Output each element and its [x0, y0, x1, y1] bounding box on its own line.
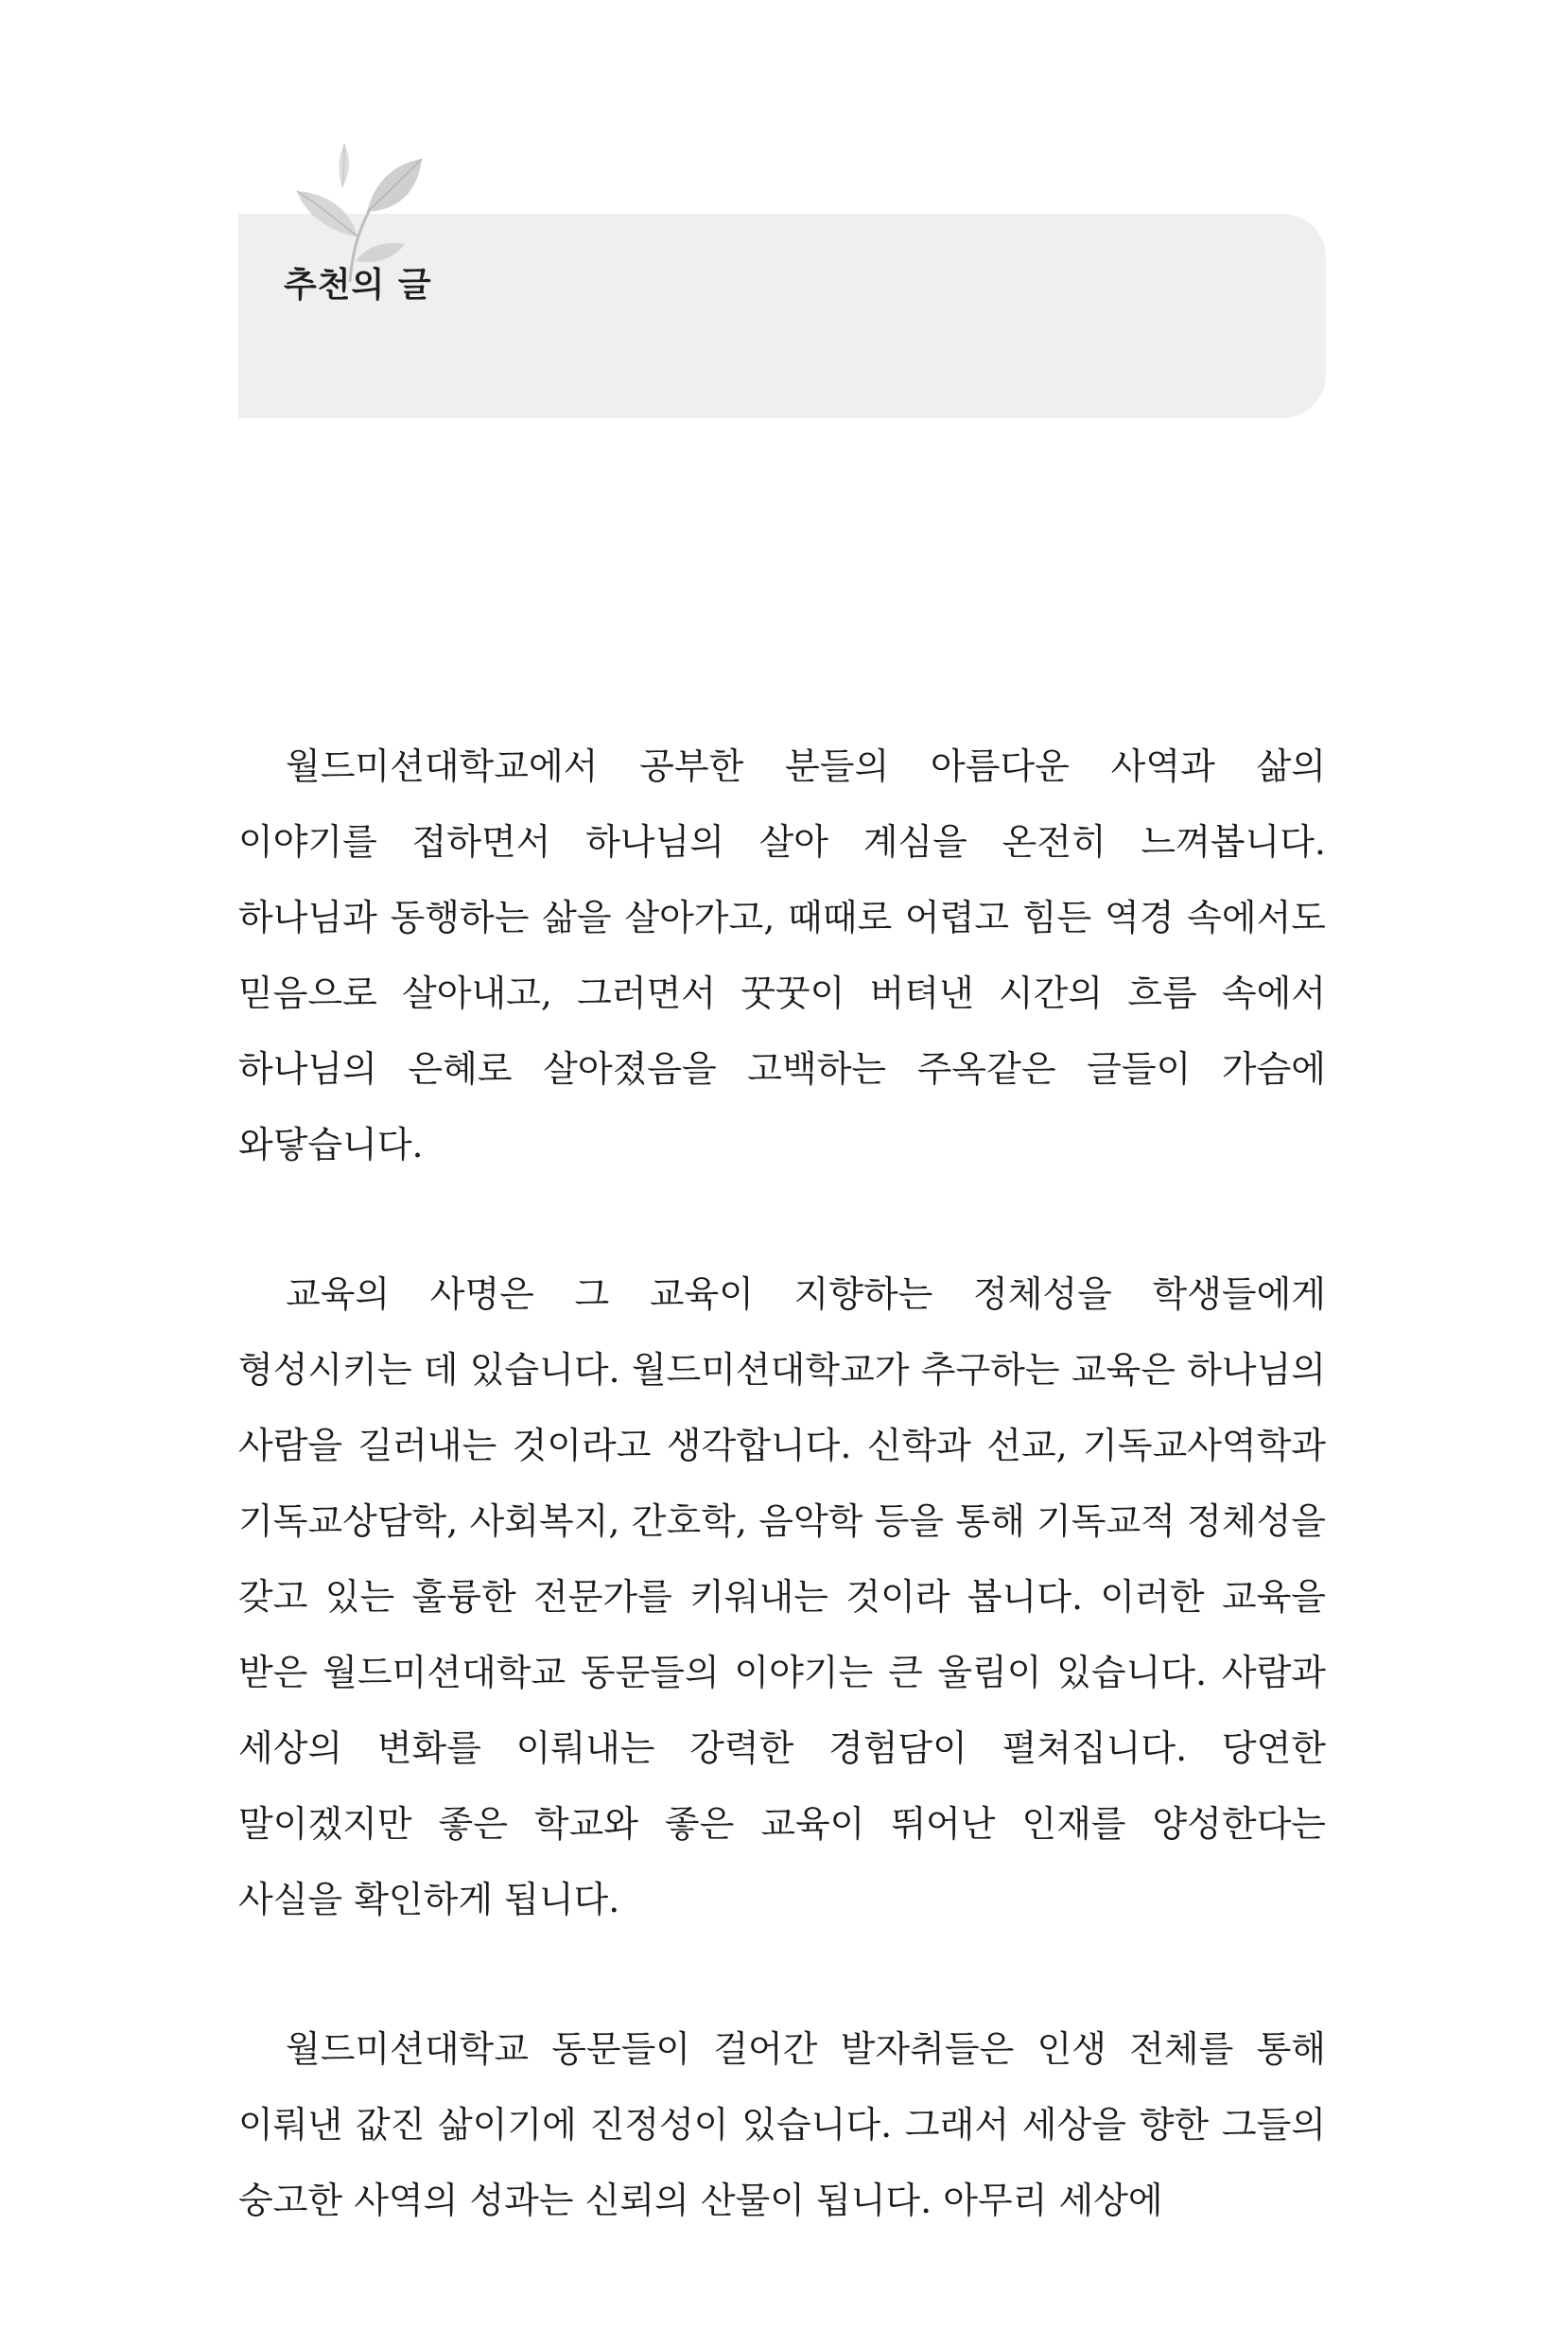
paragraph-1: 월드미션대학교에서 공부한 분들의 아름다운 사역과 삶의 이야기를 접하면서 하나님의 살아 계심을 온전히 느껴봅니다. 하나님과 동행하는 삶을 살아가고, 때때로 어렵고 힘든 역경 속에서도 믿음으로 살아내고, 그러면서 꿋꿋이 버텨낸 시간의 흐름 속에서 하나님의 은혜로 살아졌음을 고백하는 주옥같은 글들이 가슴에 와닿습니다.: [238, 745, 1326, 1165]
body-text: [238, 728, 1326, 2312]
section-title: 추천의 글: [284, 266, 432, 305]
paragraph-2: 교육의 사명은 그 교육이 지향하는 정체성을 학생들에게 형성시키는 데 있습니다. 월드미션대학교가 추구하는 교육은 하나님의 사람을 길러내는 것이라고 생각합니다. 신학과 선교, 기독교사역학과 기독교상담학, 사회복지, 간호학, 음악학 등을 통해 기독교적 정체성을 갖고 있는 훌륭한 전문가를 키워내는 것이라 봅니다. 이러한 교육을 받은 월드미션대학교 동문들의 이야기는 큰 울림이 있습니다. 사람과 세상의 변화를 이뤄내는 강력한 경험담이 펼쳐집니다. 당연한 말이겠지만 좋은 학교와 좋은 교육이 뛰어난 인재를 양성한다는 사실을 확인하게 됩니다.: [238, 1273, 1326, 1920]
paragraph-3: 월드미션대학교 동문들이 걸어간 발자취들은 인생 전체를 통해 이뤄낸 값진 삶이기에 진정성이 있습니다. 그래서 세상을 향한 그들의 숭고한 사역의 성과는 신뢰의 산물이 됩니다. 아무리 세상에: [238, 2028, 1326, 2221]
